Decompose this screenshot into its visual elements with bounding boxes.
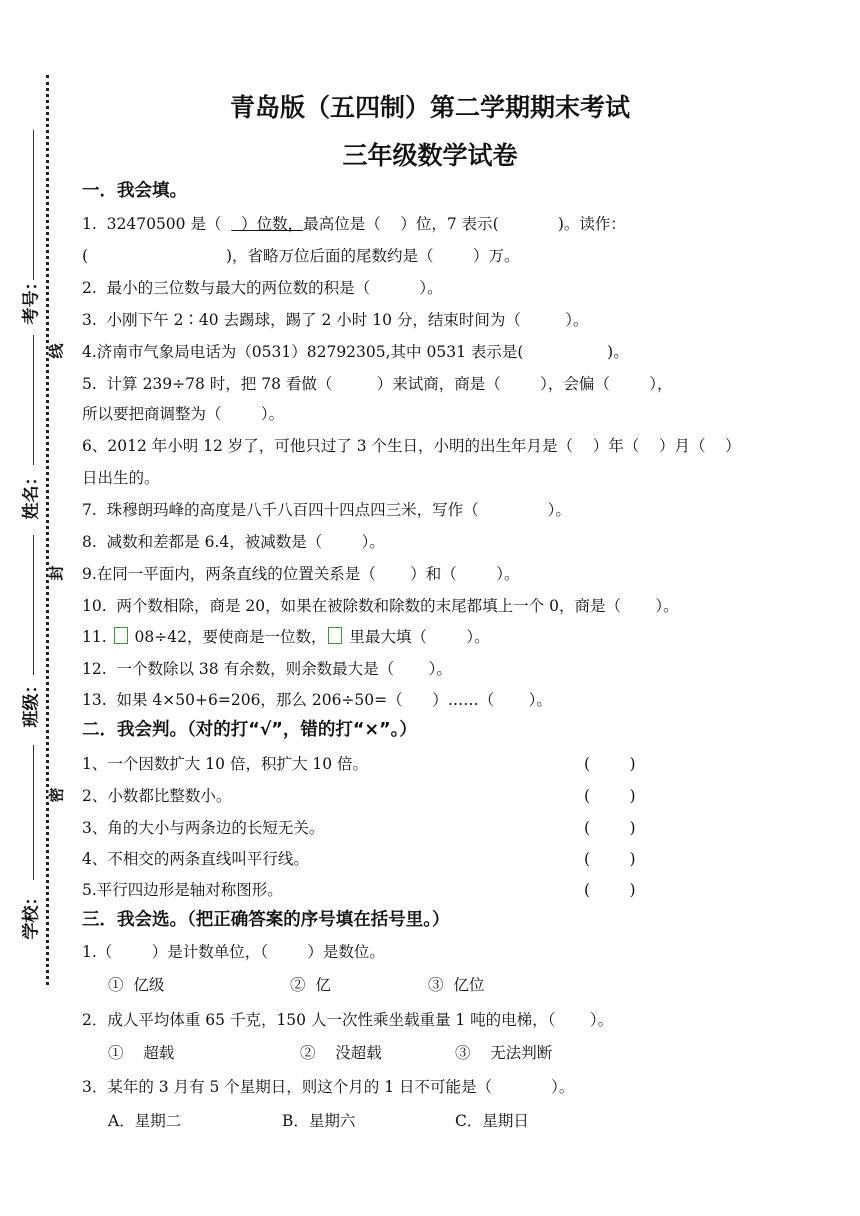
- q1-underlined: ）位数，: [231, 215, 304, 233]
- name-line: [33, 335, 34, 465]
- judge-item-5: 5.平行四边形是轴对称图形。: [82, 881, 283, 899]
- choice-question-2: 2．成人平均体重 65 千克，150 人一次性乘坐载重量 1 吨的电梯，（ ）。: [82, 1011, 614, 1029]
- judge-answer-1: ( ): [584, 755, 636, 773]
- binding-margin: [0, 0, 80, 1216]
- question-7: 7. 珠穆朗玛峰的高度是八千八百四十四点四三米，写作（ ）。: [82, 501, 571, 519]
- exam-subtitle: 三年级数学试卷: [342, 141, 518, 170]
- judge-item-3: 3、角的大小与两条边的长短无关。: [82, 819, 325, 837]
- question-1-line1: [82, 214, 626, 234]
- question-12: 12. 一个数除以 38 有余数，则余数最大是（ ）。: [82, 660, 452, 678]
- choice-3-option-a: A．星期二: [108, 1112, 182, 1130]
- judge-item-4: 4、不相交的两条直线叫平行线。: [82, 850, 309, 868]
- question-1-line2: ( )，省略万位后面的尾数约是（ ）万。: [82, 247, 520, 265]
- name-label: 姓名：: [21, 468, 42, 520]
- question-2: 2. 最小的三位数与最大的两位数的积是（ ）。: [82, 279, 443, 297]
- judge-answer-3: ( ): [584, 819, 636, 837]
- question-9: 9.在同一平面内，两条直线的位置关系是（ ）和（ ）。: [82, 565, 520, 583]
- choice-3-option-c: C．星期日: [455, 1112, 529, 1130]
- question-3: 3. 小刚下午 2∶40 去踢球，踢了 2 小时 10 分，结束时间为（ ）。: [82, 311, 589, 329]
- question-6-line2: 日出生的。: [82, 469, 160, 487]
- class-line: [33, 535, 34, 675]
- question-4: 4.济南市气象局电话为（0531）82792305,其中 0531 表示是( )。: [82, 343, 629, 361]
- choice-question-3: 3．某年的 3 月有 5 个星期日，则这个月的 1 日不可能是（ ）。: [82, 1078, 575, 1096]
- class-label: 班级：: [21, 676, 42, 728]
- exam-title: 青岛版（五四制）第二学期期末考试: [229, 93, 630, 122]
- question-10: 10. 两个数相除，商是 20，如果在被除数和除数的末尾都填上一个 0，商是（ ）。: [82, 597, 679, 615]
- choice-2-option-3: ③ 无法判断: [455, 1044, 553, 1062]
- question-8: 8. 减数和差都是 6.4，被减数是（ ）。: [82, 533, 385, 551]
- blank-box-icon: [328, 627, 342, 644]
- judge-answer-4: ( ): [584, 850, 636, 868]
- q1-text-a: 1. 32470500 是（: [82, 215, 232, 233]
- judge-item-2: 2、小数都比整数小。: [82, 787, 232, 805]
- choice-3-option-b: B．星期六: [282, 1112, 356, 1130]
- question-5-line2: 所以要把商调整为（ ）。: [82, 405, 285, 423]
- q1-text-b: 最高位是（ ）位，7 表示( )。读作：: [303, 215, 626, 233]
- school-label: 学校：: [21, 888, 42, 940]
- seal-dotted-line: [46, 75, 49, 985]
- seal-char-line: 线: [47, 343, 66, 359]
- section2-heading: 二．我会判。（对的打“√”，错的打“×”。）: [82, 720, 417, 740]
- judge-answer-5: ( ): [584, 881, 636, 899]
- school-line: [33, 745, 34, 880]
- seal-char-secret: 密: [47, 787, 66, 803]
- question-5-line1: 5. 计算 239÷78 时，把 78 看做（ ）来试商，商是（ ），会偏（ ），: [82, 375, 673, 393]
- choice-2-option-2: ② 没超载: [300, 1044, 382, 1062]
- question-11: [82, 627, 490, 647]
- section1-heading: 一．我会填。: [82, 181, 187, 201]
- blank-box-icon: [114, 627, 128, 644]
- question-6-line1: 6、2012 年小明 12 岁了，可他只过了 3 个生日，小明的出生年月是（ ）年（ ）月（ ）: [82, 437, 741, 455]
- choice-1-option-3: ③ 亿位: [428, 976, 485, 994]
- q11-number: 11.: [82, 628, 107, 646]
- q11-text-b: 里最大填（ ）。: [349, 628, 490, 646]
- section3-heading: 三．我会选。（把正确答案的序号填在括号里。）: [82, 910, 450, 930]
- choice-2-option-1: ① 超载: [108, 1044, 175, 1062]
- q11-text-a: 08÷42，要使商是一位数，: [134, 628, 327, 646]
- exam-number-label: 考号：: [21, 273, 42, 325]
- judge-answer-2: ( ): [584, 787, 636, 805]
- seal-char-seal: 封: [47, 565, 66, 581]
- question-13: 13. 如果 4×50+6=206，那么 206÷50=（ ）……（ ）。: [82, 691, 552, 709]
- choice-1-option-1: ① 亿级: [108, 976, 165, 994]
- choice-1-option-2: ② 亿: [290, 976, 331, 994]
- judge-item-1: 1、一个因数扩大 10 倍，积扩大 10 倍。: [82, 755, 369, 773]
- choice-question-1: 1.（ ）是计数单位，（ ）是数位。: [82, 943, 385, 961]
